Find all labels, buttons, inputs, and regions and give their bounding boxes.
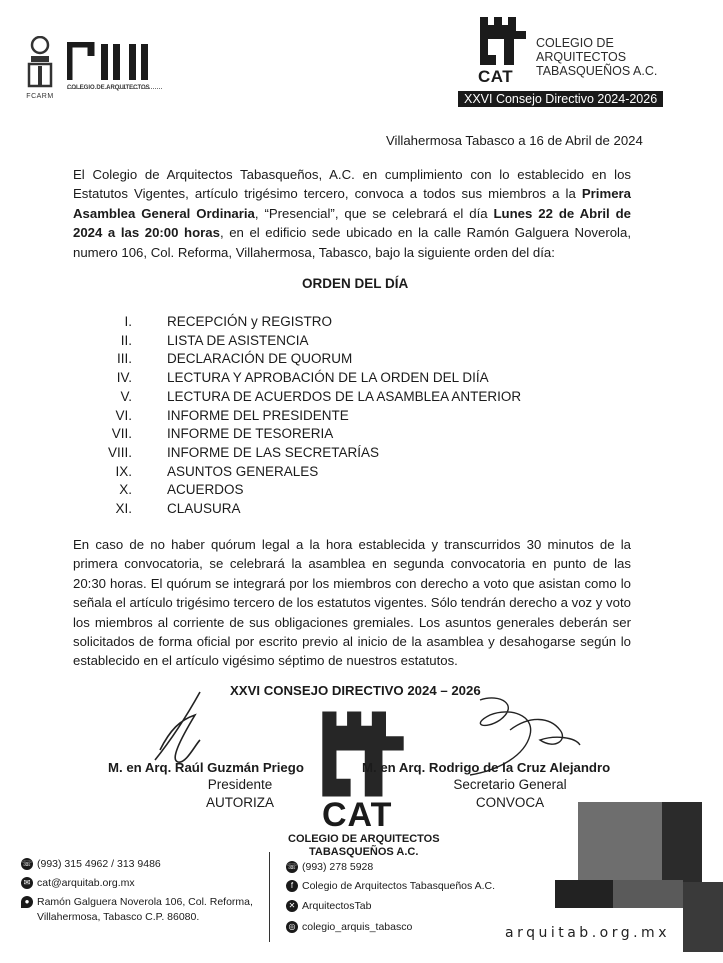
orden-item <box>72 332 532 351</box>
signature-action-right: CONVOCA <box>475 795 545 810</box>
footer-divider <box>269 852 270 942</box>
signature-name-left: M. en Arq. Raúl Guzmán Priego <box>108 760 304 775</box>
orden-label: INFORME DE LAS SECRETARÍAS <box>167 444 380 460</box>
email-icon: ✉ <box>21 877 33 889</box>
orden-num: X. <box>119 482 132 498</box>
orden-list <box>72 313 532 523</box>
orden-num: IV. <box>116 370 132 386</box>
cat-name-line3: TABASQUEÑOS A.C. <box>536 64 658 78</box>
intro-text-a: El Colegio de Arquitectos Tabasqueños, A.C. en cumplimiento con lo establecido en los Estatutos Vigentes, artículo trigésimo tercero, convoca a todos sus miembros a la <box>73 167 631 202</box>
consejo-heading: XXVI CONSEJO DIRECTIVO 2024 – 2026 <box>230 683 481 698</box>
footer-address <box>21 895 253 925</box>
orden-item <box>72 388 532 407</box>
phone-icon: ☏ <box>286 862 297 872</box>
orden-label: LECTURA DE ACUERDOS DE LA ASAMBLEA ANTERIOR <box>167 388 522 404</box>
footer-phone-right-text: (993) 278 5928 <box>302 861 374 873</box>
orden-item <box>72 369 532 388</box>
intro-paragraph <box>73 165 631 262</box>
orden-num: XI. <box>115 501 132 516</box>
footer-email-text[interactable]: cat@arquitab.org.mx <box>37 877 135 889</box>
orden-num: VI. <box>115 407 132 423</box>
decor-block-dark-left <box>555 880 613 908</box>
footer-twitter-text[interactable]: ArquitectosTab <box>302 900 372 912</box>
footer-twitter <box>286 900 371 912</box>
footer-phone-left-text: (993) 315 4962 / 313 9486 <box>37 858 161 870</box>
orden-title: ORDEN DEL DÍA <box>302 276 409 291</box>
instagram-icon: ◎ <box>286 921 298 933</box>
location-pin-icon: ● <box>21 896 33 908</box>
intro-text-e: , en el edificio sede ubicado en la calle Ramón Galguera Noverola, numero 106, Col. Reforma, Villahermosa, Tabasco, bajo la siguiente orden del día: <box>73 225 631 260</box>
orden-item <box>72 350 532 369</box>
orden-num: IX. <box>115 463 132 479</box>
intro-text-c: , “Presencial”, que se celebrará el día <box>254 205 494 221</box>
cat-logo <box>478 15 528 86</box>
orden-label: INFORME DE TESORERIA <box>167 426 334 442</box>
footer-address-line2: Villahermosa, Tabasco C.P. 86080. <box>37 911 200 923</box>
cat-name-line2: ARQUITECTOS <box>536 50 627 64</box>
fcarm-caption: FCARM <box>26 93 54 100</box>
phone-icon: ☏ <box>21 859 32 869</box>
footer-address-line1: Ramón Galguera Noverola 106, Col. Reforma, <box>37 896 253 908</box>
orden-label: CLAUSURA <box>167 501 241 516</box>
orden-num: I. <box>124 314 132 329</box>
orden-label: ASUNTOS GENERALES <box>167 463 319 479</box>
footer-phone-right <box>286 861 373 873</box>
orden-item <box>72 500 532 519</box>
signature-name-right: M. en Arq. Rodrigo de la Cruz Alejandro <box>362 760 611 775</box>
footer-email <box>21 877 135 889</box>
orden-label: LISTA DE ASISTENCIA <box>167 332 309 348</box>
orden-label: DECLARACIÓN DE QUORUM <box>167 351 353 367</box>
footer-facebook <box>286 880 495 892</box>
footer-phone-left <box>21 858 161 870</box>
signature-role-left: Presidente <box>207 777 273 792</box>
orden-item <box>72 481 532 500</box>
orden-item <box>72 463 532 482</box>
date-line: Villahermosa Tabasco a 16 de Abril de 2024 <box>386 133 643 148</box>
bars-logo-icon <box>67 42 162 80</box>
orden-num: VII. <box>111 426 132 442</box>
seal-line1: COLEGIO DE ARQUITECTOS <box>288 833 440 845</box>
x-twitter-icon: ✕ <box>286 900 298 912</box>
fcarm-logo-icon <box>25 36 55 88</box>
facebook-icon: f <box>286 880 298 892</box>
caption-fine-print <box>67 88 162 90</box>
orden-item <box>72 444 532 463</box>
decor-block-edge <box>683 882 723 952</box>
orden-item <box>72 425 532 444</box>
seal-line2: TABASQUEÑOS A.C. <box>309 846 419 858</box>
footer-instagram <box>286 921 412 933</box>
orden-num: III. <box>116 351 132 367</box>
decor-block-grey-bottom <box>613 880 683 908</box>
orden-label: RECEPCIÓN y REGISTRO <box>167 314 333 329</box>
closing-paragraph: En caso de no haber quórum legal a la hora establecida y transcurridos 30 minutos de la primera convocatoria, se celebrará la asamblea en segunda convocatoria en punto de las 20:30 horas. El quórum se integrará por los miembros con derecho a voto que asistan como lo señala el artículo trigésimo tercero de los estatutos vigentes. Sólo tendrán derecho a voz y voto los miembros al corriente de sus obligaciones gremiales. Los asuntos generales deberán ser solicitados de forma oficial por escrito previo al inicio de la asamblea y desahogarse según lo establecido en el artículo vigésimo séptimo de nuestros estatutos. <box>73 537 631 669</box>
cat-name-block <box>536 36 657 78</box>
orden-num: V. <box>120 388 132 404</box>
orden-label: ACUERDOS <box>167 482 244 498</box>
colegio-caption-left: COLEGIO DE ARQUITECTOS <box>67 85 150 91</box>
orden-item <box>72 407 532 426</box>
orden-item <box>72 313 532 332</box>
signature-action-left: AUTORIZA <box>205 795 274 810</box>
footer-facebook-text[interactable]: Colegio de Arquitectos Tabasqueños A.C. <box>302 880 496 892</box>
cat-logo-icon <box>478 15 528 67</box>
cat-name-line1: COLEGIO DE <box>536 36 614 50</box>
colegio-logo-left <box>67 42 167 92</box>
orden-num: II. <box>120 332 132 348</box>
orden-num: VIII. <box>107 444 132 460</box>
decor-block-grey-top <box>578 802 663 882</box>
intro-bold-date: Lunes 22 de Abril de 2024 a las 20:00 horas <box>73 205 631 241</box>
fcarm-logo <box>25 36 55 98</box>
signature-role-right: Secretario General <box>453 777 567 792</box>
intro-bold-assembly: Primera Asamblea General Ordinaria <box>73 186 631 221</box>
decor-block-dark-right <box>662 802 702 882</box>
cat-seal-letters: CAT <box>322 796 393 834</box>
orden-label: LECTURA Y APROBACIÓN DE LA ORDEN DEL DIÍA <box>167 370 489 386</box>
cat-seal-icon <box>308 708 418 800</box>
footer-instagram-text[interactable]: colegio_arquis_tabasco <box>302 921 413 933</box>
orden-label: INFORME DEL PRESIDENTE <box>167 407 349 423</box>
consejo-banner: XXVI Consejo Directivo 2024-2026 <box>458 91 663 107</box>
footer-website[interactable]: arquitab.org.mx <box>505 925 670 941</box>
cat-logo-letters: CAT <box>478 67 514 86</box>
